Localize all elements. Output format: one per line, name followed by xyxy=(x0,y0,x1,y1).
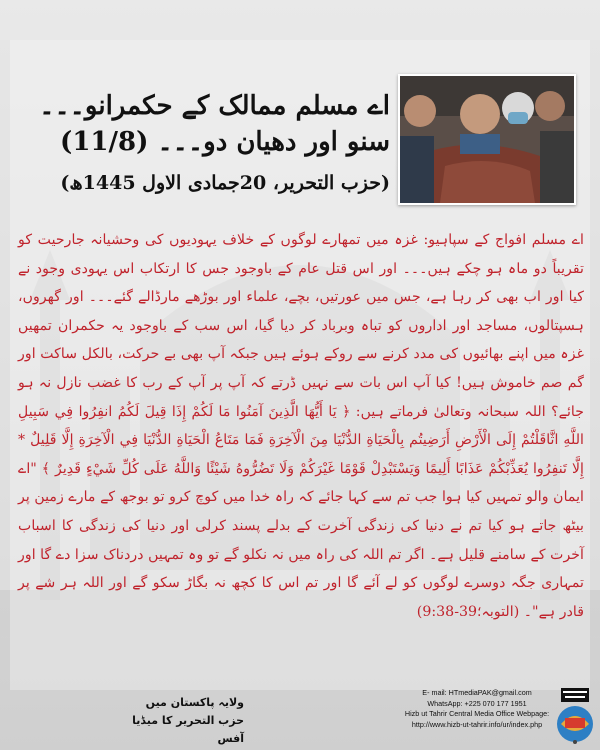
office-label: Hizb ut Tahrir Central Media Office Webpage: xyxy=(404,709,550,719)
signature-line-2: حزب التحریر کا میڈیا آفس xyxy=(132,714,244,745)
hizb-ut-tahrir-logo xyxy=(553,688,597,744)
signature-line-1: ولایہ پاکستان میں xyxy=(145,696,244,709)
article-intro: اے مسلم افواج کے سپاہیو: غزہ میں تمھارے لوگوں کے خلاف یہودیوں کی وحشیانہ جارحیت کو تقریباً دو ماہ ہو چکے ہیں۔۔۔ اور اس قتل عام کے باوجود جس کا ارتکاب اس یہودی وجود نے کیا اور اب بھی کر رہا ہے، جس میں عورتیں، بچے، علماء اور بوڑھے مارڈالے گئے۔۔۔ اور گھروں، ہسپتالوں، مساجد اور اداروں کو تباہ وبرباد کر دیا گیا، اس سب کے باوجود یہ حکمران تمھیں غزہ میں اپنے بھائیوں کی مدد کرنے سے روکے ہوئے ہیں جبکہ آپ بھی بے حرکت، بالکل ساکت اور گم صم خاموش ہیں! کیا آپ اس بات سے نہیں ڈرتے کہ آپ پر آپ کے رب کا غضب نازل نہ ہو جائے؟ اللہ سبحانہ وتعالیٰ فرماتے ہیں: xyxy=(18,232,584,420)
whatsapp-text: WhatsApp: +225 070 177 1951 xyxy=(427,698,527,708)
media-office-signature xyxy=(104,694,244,748)
title-line-2: سنو اور دھیان دو۔۔۔ (11/8) xyxy=(60,127,390,157)
article-translation: "اے ایمان والو تمہیں کیا ہوا جب تم سے کہا جائے کہ راہ خدا میں کوچ کرو تو بوجھ کے مارے زمین پر بیٹھ جاتے ہو کیا تم نے دنیا کی زندگی آخرت کے بدلے پسند کرلی اور دنیا کی زندگی کا اسباب آخرت کے سامنے قلیل ہے۔ اگر تم اللہ کی راہ میں نہ نکلو گے تو وہ تمہیں دردناک سزا دے گا اور تمہاری جگہ دوسرے لوگوں کو لے آئے گا اور تم اس کا کچھ نہ بگاڑ سکو گے اور اللہ ہر شے پر قادر ہے"۔ (التوبہ؛39-9:38) xyxy=(18,460,584,620)
source-line: (حزب التحریر، 20جمادی الاول 1445ھ) xyxy=(60,172,390,194)
header-title xyxy=(39,88,390,200)
website-link[interactable]: http://www.hizb-ut-tahrir.info/ur/index.php xyxy=(411,719,543,729)
quran-verse: ﴿ يَا أَيُّهَا الَّذِينَ آمَنُوا مَا لَكُمْ إِذَا قِيلَ لَكُمُ انفِرُوا فِي سَبِيلِ اللَّهِ اثَّاقَلْتُمْ إِلَى الْأَرْضِ أَرَضِيتُم بِالْحَيَاةِ الدُّنْيَا مِنَ الْآخِرَةِ فَمَا مَتَاعُ الْحَيَاةِ الدُّنْيَا فِي الْآخِرَةِ إِلَّا قَلِيلٌ * إِلَّا تَنفِرُوا يُعَذِّبْكُمْ عَذَابًا أَلِيمًا وَيَسْتَبْدِلْ قَوْمًا غَيْرَكُمْ وَلَا تَضُرُّوهُ شَيْئًا وَاللَّهُ عَلَى كُلِّ شَيْءٍ قَدِيرٌ ﴾ xyxy=(18,403,584,477)
title-line-1: اے مسلم ممالک کے حکمرانو۔۔۔ xyxy=(39,91,390,121)
contact-info xyxy=(402,688,552,730)
article-body xyxy=(18,226,584,626)
news-photo xyxy=(398,74,576,205)
email-text[interactable]: E- mail: HTmediaPAK@gmail.com xyxy=(422,688,532,697)
